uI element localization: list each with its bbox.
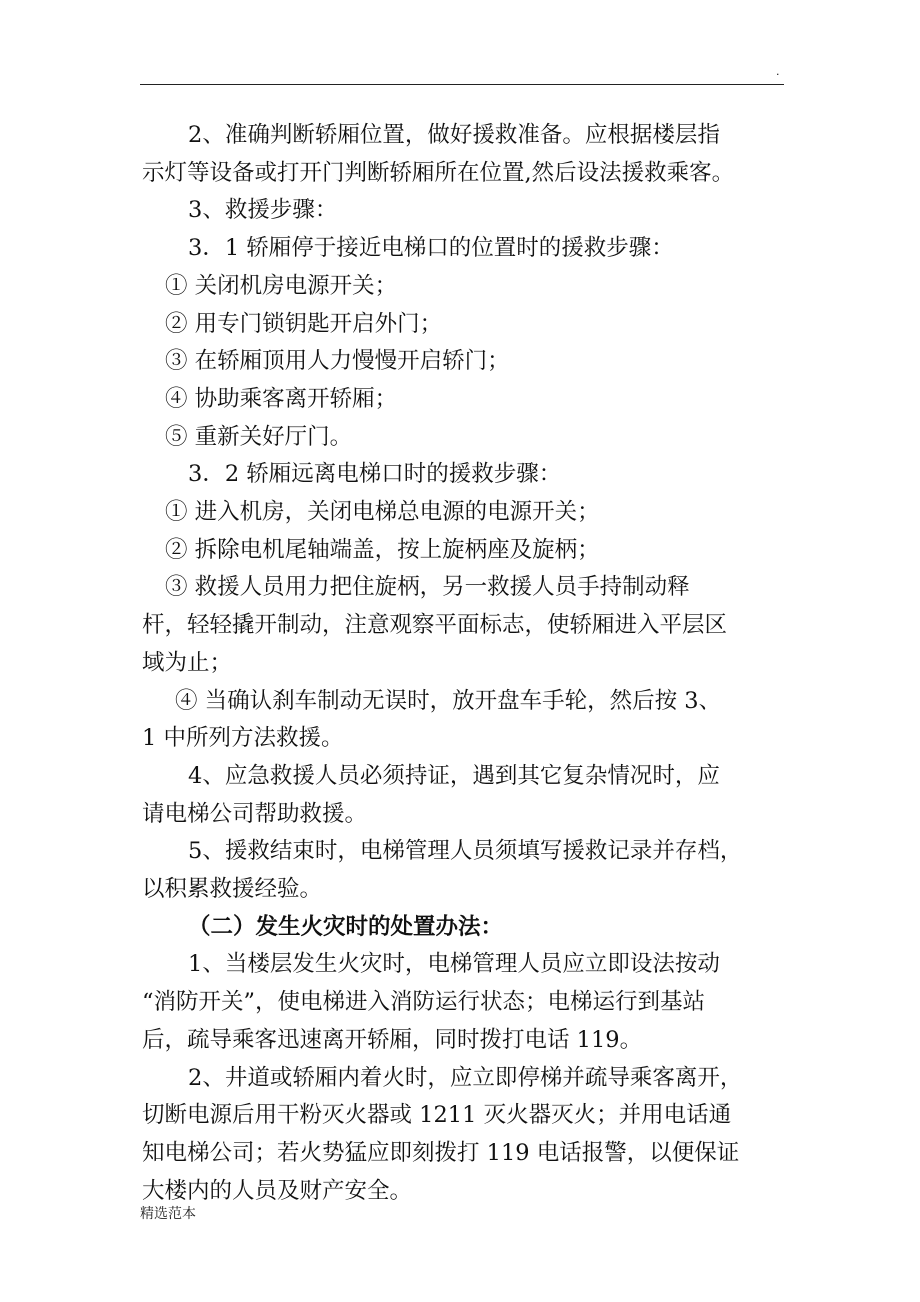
list-item: ① 进入机房，关闭电梯总电源的电源开关； [165,499,600,525]
paragraph-line: 3、救援步骤： [188,197,338,224]
list-item: ⑤ 重新关好厅门。 [165,423,353,450]
paragraph-line: 4、应急救援人员必须持证，遇到其它复杂情况时，应 [188,762,720,789]
paragraph-line: 以积累救援经验。 [142,876,323,902]
paragraph-line: 请电梯公司帮助救援。 [142,800,368,827]
list-item: ③ 救援人员用力把住旋柄，另一救援人员手持制动释 [165,574,690,601]
paragraph-line: 大楼内的人员及财产安全。 [142,1177,413,1204]
list-item: ① 关闭机房电源开关； [165,272,398,299]
paragraph-line: “消防开关”，使电梯进入消防运行状态；电梯运行到基站 [142,989,706,1016]
paragraph-line: 杆，轻轻撬开制动，注意观察平面标志，使轿厢进入平层区 [142,612,728,639]
section-heading: （二）发生火灾时的处置办法： [188,913,504,940]
paragraph-line: 1 中所列方法救援。 [142,725,344,752]
paragraph-line: 切断电源后用干粉灭火器或 1211 灭火器灭火；并用电话通 [142,1102,732,1129]
list-item: ④ 当确认刹车制动无误时，放开盘车手轮，然后按 3、 [175,687,722,714]
paragraph-line: 3．1 轿厢停于接近电梯口的位置时的援救步骤： [188,235,674,262]
list-item: ② 拆除电机尾轴端盖，按上旋柄座及旋柄； [165,536,600,563]
paragraph-line: 1、当楼层发生火灾时，电梯管理人员应立即设法按动 [188,951,720,978]
header-rule [140,84,784,85]
list-item: ② 用专门锁钥匙开启外门； [165,310,443,337]
list-item: ④ 协助乘客离开轿厢； [165,385,398,412]
paragraph-line: 后，疏导乘客迅速离开轿厢，同时拨打电话 119。 [142,1026,643,1053]
paragraph-line: 2、准确判断轿厢位置，做好援救准备。应根据楼层指 [188,122,720,148]
paragraph-line: 域为止； [142,649,233,676]
list-item: ③ 在轿厢顶用人力慢慢开启轿门； [165,348,510,375]
header-mark: . [776,65,780,78]
paragraph-line: 5、援救结束时，电梯管理人员须填写援救记录并存档， [188,838,743,865]
paragraph-line: 知电梯公司；若火势猛应即刻拨打 119 电话报警，以便保证 [142,1139,740,1166]
footer-label: 精选范本 [140,1206,196,1222]
paragraph-line: 2、井道或轿厢内着火时，应立即停梯并疏导乘客离开， [188,1064,743,1091]
paragraph-line: 示灯等设备或打开门判断轿厢所在位置,然后设法援救乘客。 [142,159,735,186]
paragraph-line: 3．2 轿厢远离电梯口时的援救步骤： [188,461,562,488]
